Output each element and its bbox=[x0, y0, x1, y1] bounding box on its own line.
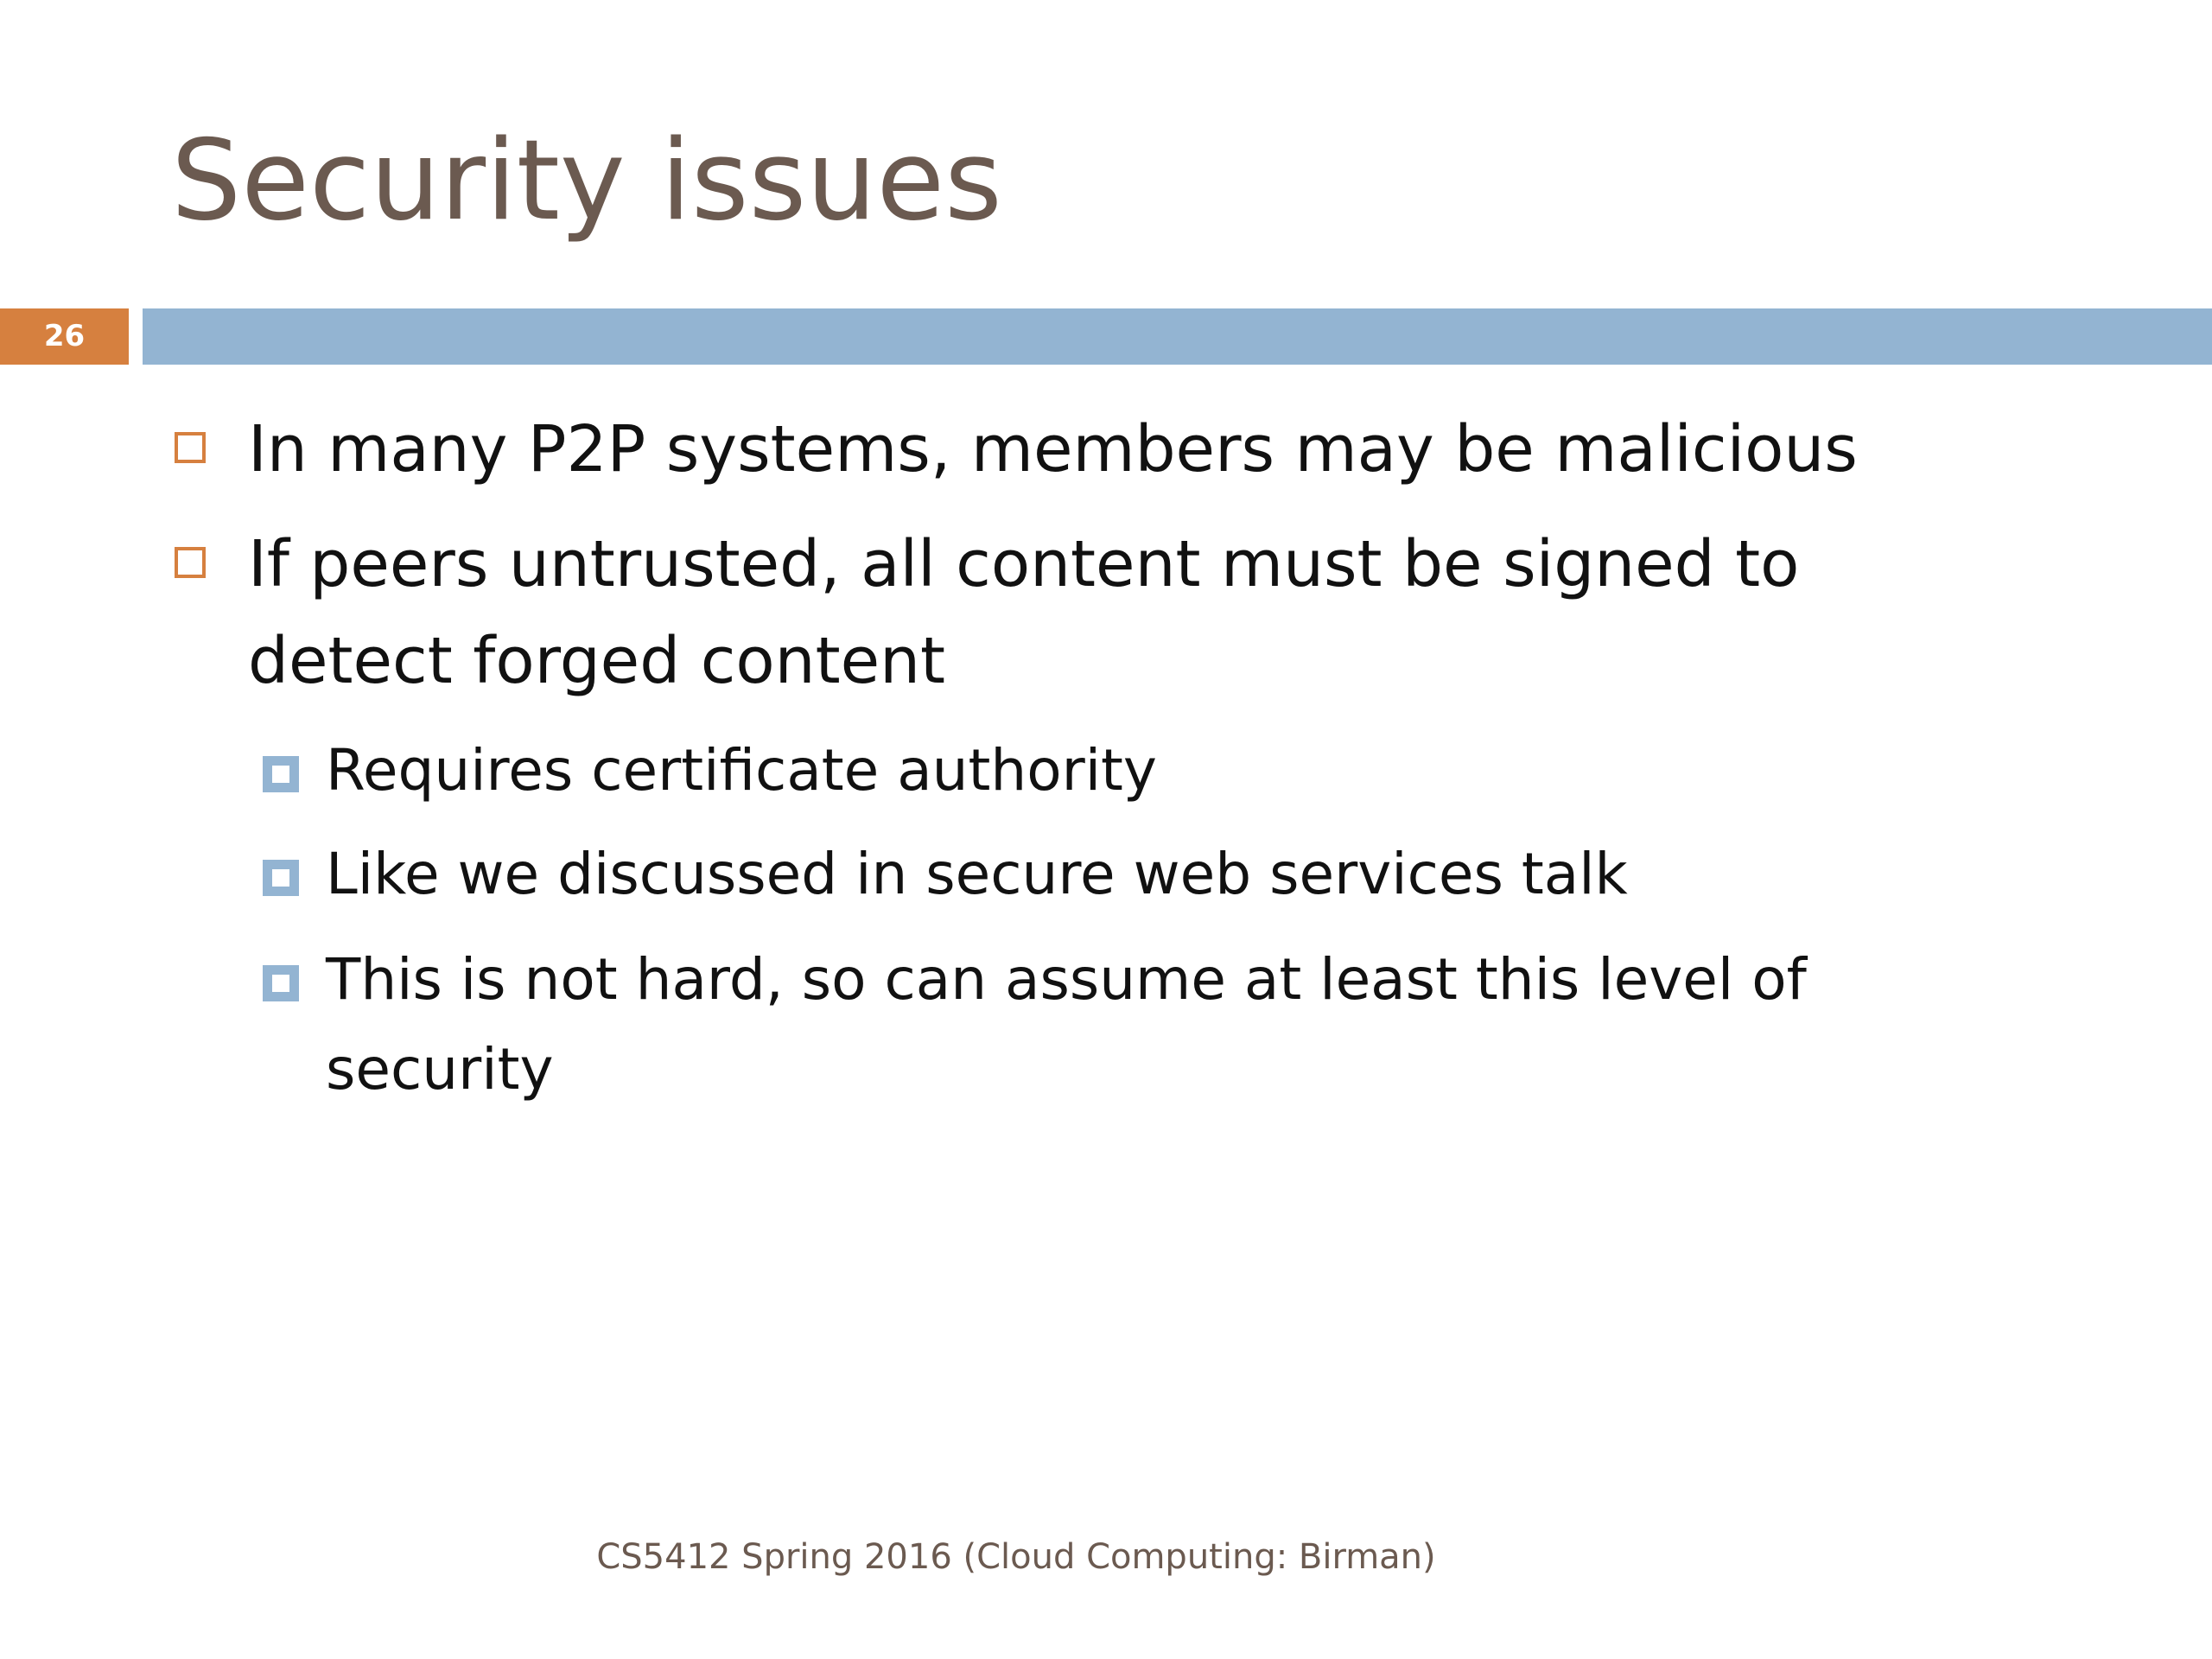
slide-footer: CS5412 Spring 2016 (Cloud Computing: Birman) bbox=[596, 1537, 1436, 1577]
sub-bullet-item bbox=[326, 935, 1967, 1115]
sub-bullet-item bbox=[326, 726, 1967, 816]
square-sub-bullet-icon bbox=[263, 965, 299, 1001]
bullet-text: In many P2P systems, members may be malicious bbox=[248, 412, 1858, 486]
bullet-text: If peers untrusted, all content must be signed to detect forged content bbox=[248, 527, 1800, 698]
sub-bullet-text: This is not hard, so can assume at least this level of security bbox=[326, 946, 1807, 1103]
slide-number-badge: 26 bbox=[0, 308, 129, 365]
sub-bullet-text: Like we discussed in secure web services talk bbox=[326, 841, 1628, 907]
square-sub-bullet-icon bbox=[263, 860, 299, 896]
bullet-item bbox=[248, 516, 1967, 709]
sub-bullet-text: Requires certificate authority bbox=[326, 737, 1157, 804]
sub-bullet-item bbox=[326, 830, 1967, 919]
square-sub-bullet-icon bbox=[263, 756, 299, 792]
title-divider-bar bbox=[143, 308, 2212, 365]
slide-title: Security issues bbox=[171, 117, 1002, 245]
square-bullet-icon bbox=[175, 547, 206, 578]
square-bullet-icon bbox=[175, 432, 206, 463]
bullet-item bbox=[248, 401, 1967, 498]
